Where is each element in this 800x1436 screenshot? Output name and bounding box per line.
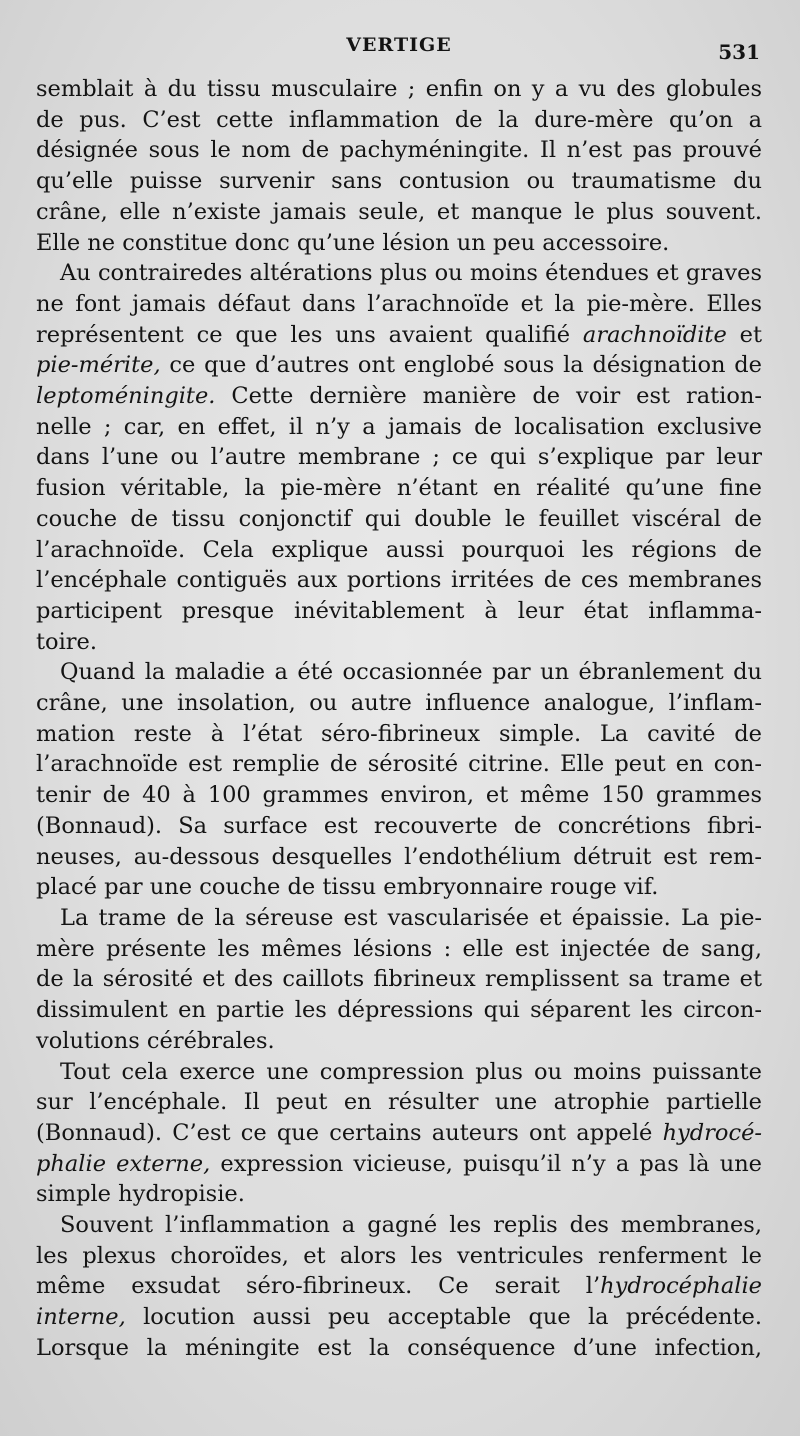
page-number: 531 (718, 40, 760, 64)
text-line (36, 166, 762, 197)
text-line (36, 105, 762, 136)
text-run: ce que d’autres ont englobé sous la désignation de (160, 352, 762, 379)
paragraph (36, 1210, 762, 1364)
text-line (36, 442, 762, 473)
text-line (36, 197, 762, 228)
text-line (36, 1210, 762, 1241)
text-line (36, 473, 762, 504)
italic-term: interne, (36, 1304, 126, 1331)
text-line (36, 1302, 762, 1333)
text-run: placé par une couche de tissu embryonnaire rouge vif. (36, 874, 659, 901)
text-run: représentent ce que les uns avaient qualifié (36, 321, 583, 348)
text-line (36, 719, 762, 750)
text-line (36, 1057, 762, 1088)
italic-term: arachnoïdite (582, 321, 727, 348)
italic-term: phalie externe, (36, 1150, 211, 1177)
text-line (36, 842, 762, 873)
text-line (36, 289, 762, 320)
text-line (36, 1241, 762, 1272)
text-run: Tout cela exerce une compression plus ou moins puissante (60, 1058, 762, 1085)
text-line (36, 228, 762, 259)
text-line (36, 504, 762, 535)
text-line (36, 811, 762, 842)
text-run: toire. (36, 628, 98, 655)
paragraph (36, 657, 762, 903)
text-line (36, 1271, 762, 1302)
text-run: tenir de 40 à 100 grammes environ, et même 150 grammes (36, 782, 762, 809)
text-line (36, 596, 762, 627)
text-run: l’arachnoïde est remplie de sérosité citrine. Elle peut en con- (36, 751, 762, 778)
text-line (36, 1333, 762, 1364)
text-run: couche de tissu conjonctif qui double le feuillet viscéral de (36, 505, 762, 532)
italic-term: pie-mérite, (36, 352, 161, 379)
text-run: sur l’encéphale. Il peut en résulter une atrophie partielle (36, 1089, 762, 1116)
paragraph (36, 74, 762, 258)
text-line (36, 74, 762, 105)
text-run: fusion véritable, la pie-mère n’étant en réalité qu’une fine (36, 475, 762, 502)
text-line (36, 688, 762, 719)
text-run: locution aussi peu acceptable que la précédente. (125, 1304, 762, 1331)
paragraph (36, 1057, 762, 1211)
text-line (36, 657, 762, 688)
text-run: crâne, une insolation, ou autre influence analogue, l’inflam- (36, 690, 762, 717)
text-line (36, 1149, 762, 1180)
text-run: qu’elle puisse survenir sans contusion ou traumatisme du (36, 168, 762, 195)
italic-term: hydrocéphalie (600, 1273, 762, 1300)
text-line (36, 780, 762, 811)
text-run: dans l’une ou l’autre membrane ; ce qui s’explique par leur (36, 444, 762, 471)
text-line (36, 1026, 762, 1057)
text-run: l’encéphale contiguës aux portions irritées de ces membranes (36, 567, 762, 594)
text-line (36, 872, 762, 903)
text-run: Lorsque la méningite est la conséquence d’une infection, (36, 1334, 762, 1361)
text-run: nelle ; car, en effet, il n’y a jamais de localisation exclusive (36, 413, 762, 440)
text-line (36, 934, 762, 965)
text-run: neuses, au-dessous desquelles l’endothélium détruit est rem- (36, 843, 762, 870)
text-run: Quand la maladie a été occasionnée par un ébranlement du (60, 659, 762, 686)
text-run: l’ (585, 1273, 601, 1300)
text-run: Cette dernière manière de voir est ration- (215, 383, 762, 410)
text-line (36, 1118, 762, 1149)
text-run: expression vicieuse, puisqu’il n’y a pas là une (210, 1150, 762, 1177)
text-run: de la sérosité et des caillots fibrineux remplissent sa trame et (36, 966, 762, 993)
text-run: simple hydropisie. (36, 1181, 245, 1208)
paragraph (36, 258, 762, 657)
running-head-title: VERTIGE (346, 34, 452, 56)
body-text (36, 74, 762, 1364)
text-run: Souvent l’inflammation a gagné les replis des membranes, (60, 1212, 762, 1239)
text-run: Au contrairedes altérations plus ou moins étendues et graves (60, 260, 762, 287)
paragraph (36, 903, 762, 1057)
text-line (36, 258, 762, 289)
text-line (36, 350, 762, 381)
text-run: l’arachnoïde. Cela explique aussi pourquoi les régions de (36, 536, 762, 563)
text-line (36, 749, 762, 780)
text-line (36, 964, 762, 995)
text-line (36, 135, 762, 166)
text-run: volutions cérébrales. (36, 1027, 275, 1054)
text-line (36, 1087, 762, 1118)
text-run: les plexus choroïdes, et alors les ventricules renferment le (36, 1242, 762, 1269)
text-line (36, 995, 762, 1026)
text-run: Elle ne constitue donc qu’une lésion un peu accessoire. (36, 229, 670, 256)
text-line (36, 320, 762, 351)
text-line (36, 381, 762, 412)
text-run: même exsudat séro-fibrineux. Ce serait (36, 1273, 586, 1300)
italic-term: hydrocé- (662, 1119, 762, 1146)
text-run: mère présente les mêmes lésions : elle est injectée de sang, (36, 935, 762, 962)
text-run: participent presque inévitablement à leur état inflamma- (36, 597, 762, 624)
text-line (36, 903, 762, 934)
text-run: désignée sous le nom de pachyméningite. Il n’est pas prouvé (36, 137, 762, 164)
text-run: crâne, elle n’existe jamais seule, et manque le plus souvent. (36, 198, 762, 225)
text-run: (Bonnaud). C’est ce que certains auteurs ont appelé (36, 1119, 663, 1146)
text-line (36, 627, 762, 658)
text-run: et (726, 321, 762, 348)
text-run: de pus. C’est cette inflammation de la dure-mère qu’on a (36, 106, 762, 133)
running-head (36, 34, 762, 74)
text-run: (Bonnaud). Sa surface est recouverte de concrétions fibri- (36, 812, 762, 839)
text-run: ne font jamais défaut dans l’arachnoïde et la pie-mère. Elles (36, 290, 762, 317)
text-line (36, 1179, 762, 1210)
text-line (36, 535, 762, 566)
text-line (36, 412, 762, 443)
text-run: dissimulent en partie les dépressions qui séparent les circon- (36, 997, 762, 1024)
italic-term: leptoméningite. (36, 383, 216, 410)
text-run: semblait à du tissu musculaire ; enfin on y a vu des globules (36, 76, 762, 102)
text-run: mation reste à l’état séro-fibrineux simple. La cavité de (36, 720, 762, 747)
text-run: La trame de la séreuse est vascularisée et épaissie. La pie- (60, 904, 762, 931)
text-line (36, 565, 762, 596)
